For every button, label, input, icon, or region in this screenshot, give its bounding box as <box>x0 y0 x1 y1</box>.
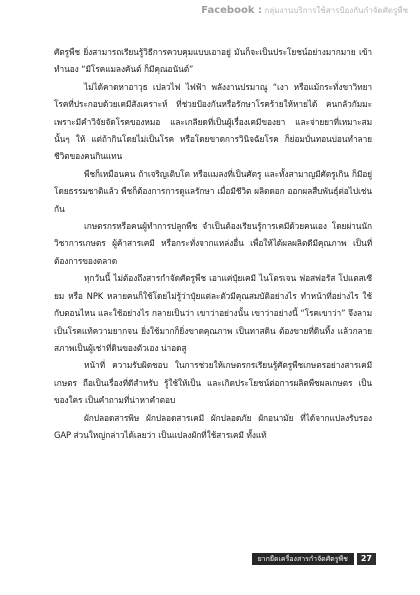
page-footer <box>252 553 376 565</box>
paragraph: ไม่ได้คาดหาอาวุธ เปลวไฟ ไฟฟ้า พลังงานปรมาณู “เงา หรือแม้กระทั่งขาวิทยาโรคที่ประกอบด้วยเคมีสังเคราะห์ ที่ช่วยป้องกันหรือรักษาโรคร้ายให้หายได้ คนกลัวกัมมะ เพราะมีคำวิจัยจัดโรคของหมอ และเกลียดที่เป็นผู้เรื่องเคมีของยา และจ่ายยาที่เหมาะสมนั้นๆ ให้ แต่ถ้ากินโดยไม่เป็นโรค หรือโดยขาดการวินิจฉัยโรค ก็ย่อมบั่นทอนบ่อนทำลายชีวิตของคนกินแทน <box>54 81 372 162</box>
paragraph: หน้าที่ ความรับผิดชอบ ในการช่วยให้เกษตรกรเรียนรู้ศัตรูพืชเกษตรอย่างสารเคมีเกษตร ถือเป็นเรื่องที่ดีสำหรับ รู้ใช้ให้เป็น และเกิดประโยชน์ต่อการผลิตพืชผลเกษตร เป็นของใคร เป็นคำถามที่น่าหาคำตอบ <box>54 360 372 406</box>
paragraph: เกษตรกรหรือคนผู้ทำการปลูกพืช จำเป็นต้องเรียนรู้การเคมีด้วยคนเอง โดยผ่านนักวิชาการเกษตร ผู้ค้าสารเคมี หรือกระทั่งจากแหล่งอื่น เพื่อให้ได้ผลผลิตดีมีคุณภาพ เป็นที่ต้องการของตลาด <box>54 221 372 266</box>
header-group-name: กลุ่มงานบริการใช้สารป้องกันกำจัดศัตรูพืช <box>264 6 408 15</box>
header-brand: Facebook : <box>201 5 262 16</box>
paragraph: พืชก็เหมือนคน ถ้าเจริญเติบโต หรือแมลงที่เป็นศัตรู และทั้งสามาญมีศัตรูเกิน ก็มีอยู่โดยธรรมชาติแล้ว พืชก็ต้องการการดูแลรักษา เมื่อมีชีวิต ผลิตดอก ออกผลสืบพันธุ์ต่อไปเช่นกัน <box>54 168 372 214</box>
footer-book-title: ยากยืดเครื่องสารกำจัดศัตรูพืช <box>252 553 354 565</box>
page-number: 27 <box>357 553 376 565</box>
paragraph: ศัตรูพืช ยิ่งสามารถเรียนรู้วิธีการควบคุมแบบเอาอยู่ มันก็จะเป็นประโยชน์อย่างมากมาย เข้าทำนอง “มีโรคแมลงคันต์ ก็มีคุณอนันต์” <box>54 47 372 75</box>
paragraph: ทุกวันนี้ ไม่ต้องถึงสารกำจัดศัตรูพืช เอาแค่ปุ๋ยเคมี ไนโตรเจน ฟอสฟอรัส โปแตสเซียม หรือ NPK หลายคนก็ใช้โดยไม่รู้ว่าปุ๋ยแต่ละตัวมีคุณสมบัติอย่างไร ทำหน้าที่อย่างไร ใช้กับตอนไหน และใช้อย่างไร กลายเป็นว่า เขาว่าอย่างนั้น เขาว่าอย่างนี้ “โรคเขาว่า” จึงลามเป็นโรคแท้ความยากจน ยิ่งใช้มากก็ยิ่งขาดคุณภาพ เป็นทาสดิน ต้องขายที่ดินทิ้ง แล้วกลายสภาพเป็นผู้เช่าที่ดินของตัวเอง น่าอดสู <box>54 273 372 353</box>
paragraph: ผักปลอดสารพิษ ผักปลอดสารเคมี ผักปลอดภัย ผักอนามัย ที่ได้จากแปลงรับรอง GAP ส่วนใหญ่กล่าวได้เลยว่า เป็นแปลงผักที่ใช้สารเคมี ทั้งแท้ <box>54 412 372 440</box>
running-header <box>201 4 408 17</box>
body-text <box>54 44 372 444</box>
